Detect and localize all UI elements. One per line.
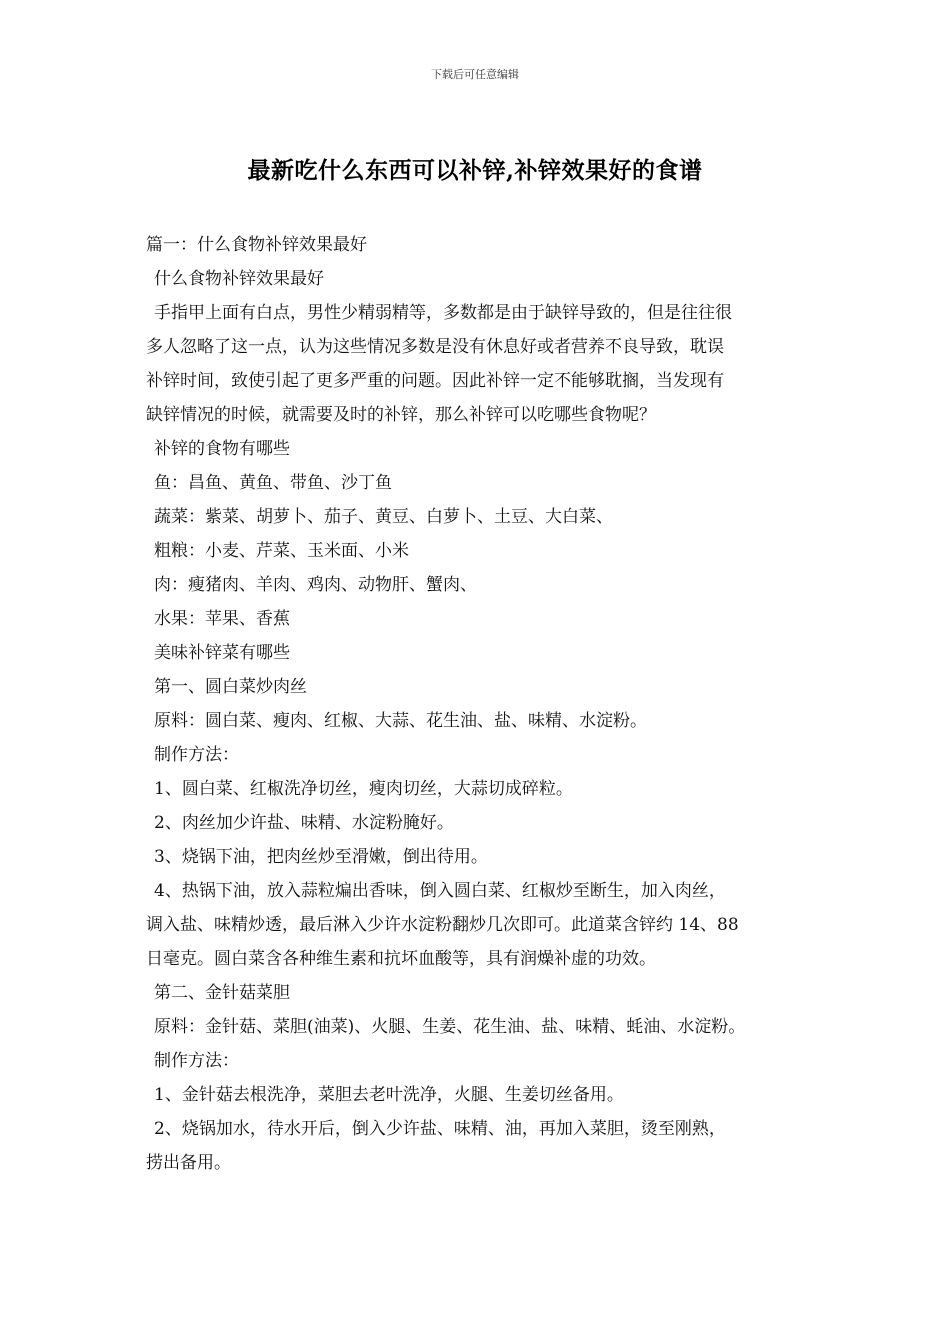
recipe-step-continued: 捞出备用。 [146,1153,231,1173]
dish-name: 第二、金针菇菜胆 [154,983,290,1003]
section-heading: 篇一：什么食物补锌效果最好 [146,235,367,255]
dish-name: 第一、圆白菜炒肉丝 [154,677,307,697]
recipe-step-continued: 调入盐、味精炒透，最后淋入少许水淀粉翻炒几次即可。此道菜含锌约 14、88 [146,915,739,935]
food-list-grains: 粗粮：小麦、芹菜、玉米面、小米 [154,541,409,561]
recipe-step-continued: 日毫克。圆白菜含各种维生素和抗坏血酸等，具有润燥补虚的功效。 [146,949,656,969]
dish-ingredients: 原料：金针菇、菜胆(油菜)、火腿、生姜、花生油、盐、味精、蚝油、水淀粉。 [154,1017,746,1037]
food-list-meat: 肉：瘦猪肉、羊肉、鸡肉、动物肝、蟹肉、 [154,575,477,595]
method-label: 制作方法： [154,745,239,765]
paragraph-line: 补锌时间，致使引起了更多严重的问题。因此补锌一定不能够耽搁，当发现有 [146,371,724,391]
food-list-fish: 鱼：昌鱼、黄鱼、带鱼、沙丁鱼 [154,473,392,493]
subheading: 什么食物补锌效果最好 [154,269,324,289]
document-body [146,228,826,1180]
recipe-step: 1、金针菇去根洗净，菜胆去老叶洗净，火腿、生姜切丝备用。 [154,1085,624,1105]
paragraph-line: 手指甲上面有白点，男性少精弱精等，多数都是由于缺锌导致的，但是往往很 [154,303,732,323]
recipe-step: 4、热锅下油，放入蒜粒煸出香味，倒入圆白菜、红椒炒至断生，加入肉丝， [154,881,726,901]
paragraph-line: 多人忽略了这一点，认为这些情况多数是没有休息好或者营养不良导致，耽误 [146,337,724,357]
paragraph-line: 缺锌情况的时候，就需要及时的补锌，那么补锌可以吃哪些食物呢？ [146,405,656,425]
dishes-heading: 美味补锌菜有哪些 [154,643,290,663]
recipe-step: 2、肉丝加少许盐、味精、水淀粉腌好。 [154,813,454,833]
recipe-step: 1、圆白菜、红椒洗净切丝，瘦肉切丝，大蒜切成碎粒。 [154,779,573,799]
header-note: 下载后可任意编辑 [431,68,519,81]
recipe-step: 3、烧锅下油，把肉丝炒至滑嫩，倒出待用。 [154,847,488,867]
food-list-vegetables: 蔬菜：紫菜、胡萝卜、茄子、黄豆、白萝卜、土豆、大白菜、 [154,507,613,527]
foods-heading: 补锌的食物有哪些 [154,439,290,459]
recipe-step: 2、烧锅加水，待水开后，倒入少许盐、味精、油，再加入菜胆，烫至刚熟， [154,1119,726,1139]
dish-ingredients: 原料：圆白菜、瘦肉、红椒、大蒜、花生油、盐、味精、水淀粉。 [154,711,647,731]
food-list-fruit: 水果：苹果、香蕉 [154,609,290,629]
document-title: 最新吃什么东西可以补锌,补锌效果好的食谱 [247,157,703,184]
method-label: 制作方法： [154,1051,239,1071]
